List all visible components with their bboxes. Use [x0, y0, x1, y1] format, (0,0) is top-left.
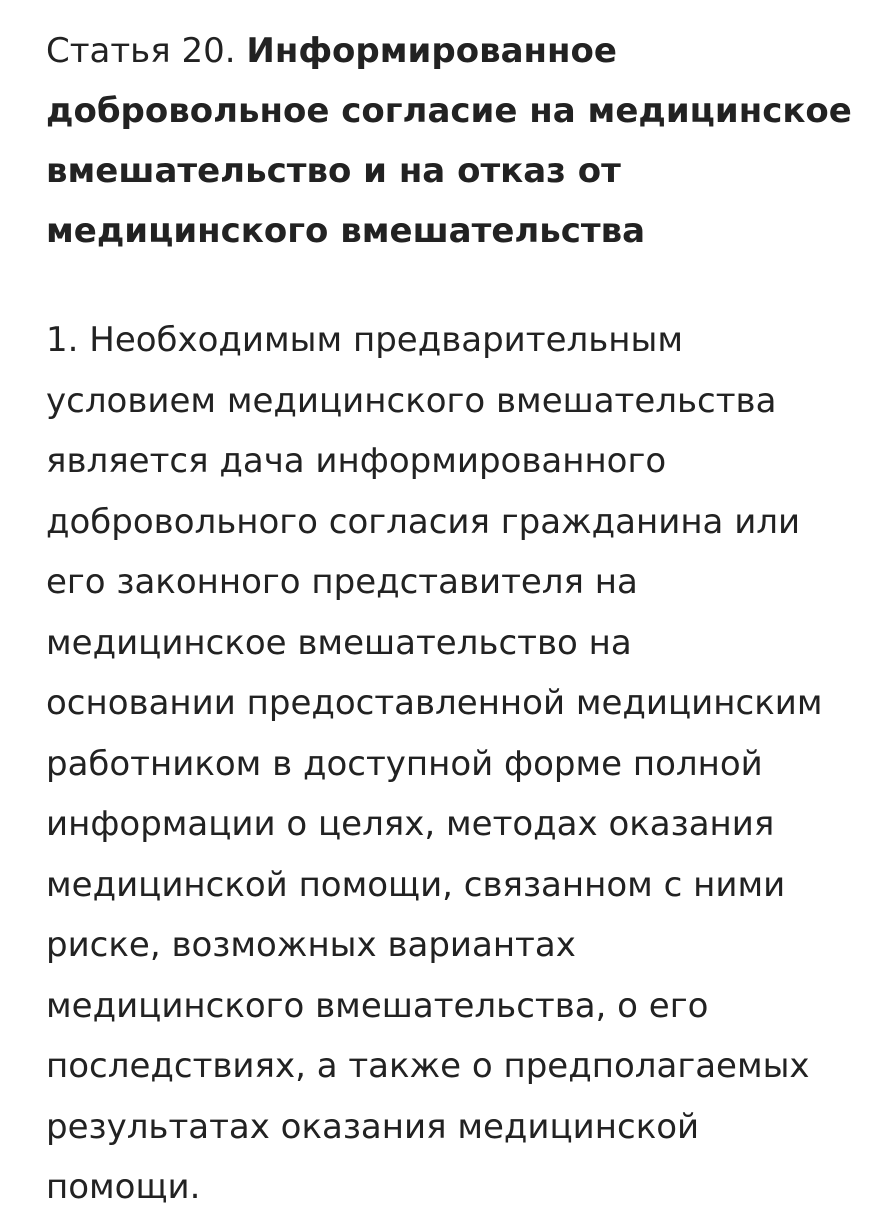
article-title-line: вмешательство и на отказ от — [46, 151, 621, 191]
paragraph-line: помощи. — [46, 1167, 201, 1207]
paragraph-line: условием медицинского вмешательства — [46, 380, 777, 421]
paragraph-line: результатах оказания медицинской — [46, 1106, 700, 1147]
article-title-line: медицинского вмешательства — [46, 211, 646, 251]
article-title-line: добровольное согласие на медицинское — [46, 91, 852, 131]
paragraph-1 — [46, 310, 846, 1218]
paragraph-line: 1. Необходимым предварительным — [46, 320, 683, 360]
paragraph-line: основании предоставленной медицинским — [46, 683, 823, 723]
article-heading — [46, 21, 852, 261]
article-number: Статья 20. — [46, 31, 236, 71]
heading-line-1 — [46, 21, 846, 81]
paragraph-line: работником в доступной форме полной — [46, 743, 763, 784]
paragraph-line: медицинского вмешательства, о его — [46, 985, 709, 1026]
paragraph-line: риске, возможных вариантах — [46, 925, 576, 965]
paragraph-line: его законного представителя на — [46, 562, 638, 602]
paragraph-line: является дача информированного — [46, 441, 667, 481]
article — [46, 21, 852, 1218]
article-title-line: Информированное — [246, 31, 617, 71]
paragraph-line: информации о целях, методах оказания — [46, 804, 775, 844]
paragraph-line: добровольного согласия гражданина или — [46, 501, 801, 542]
paragraph-line: медицинской помощи, связанном с ними — [46, 864, 786, 905]
paragraph-line: медицинское вмешательство на — [46, 622, 632, 663]
paragraph-line: последствиях, а также о предполагаемых — [46, 1046, 810, 1086]
